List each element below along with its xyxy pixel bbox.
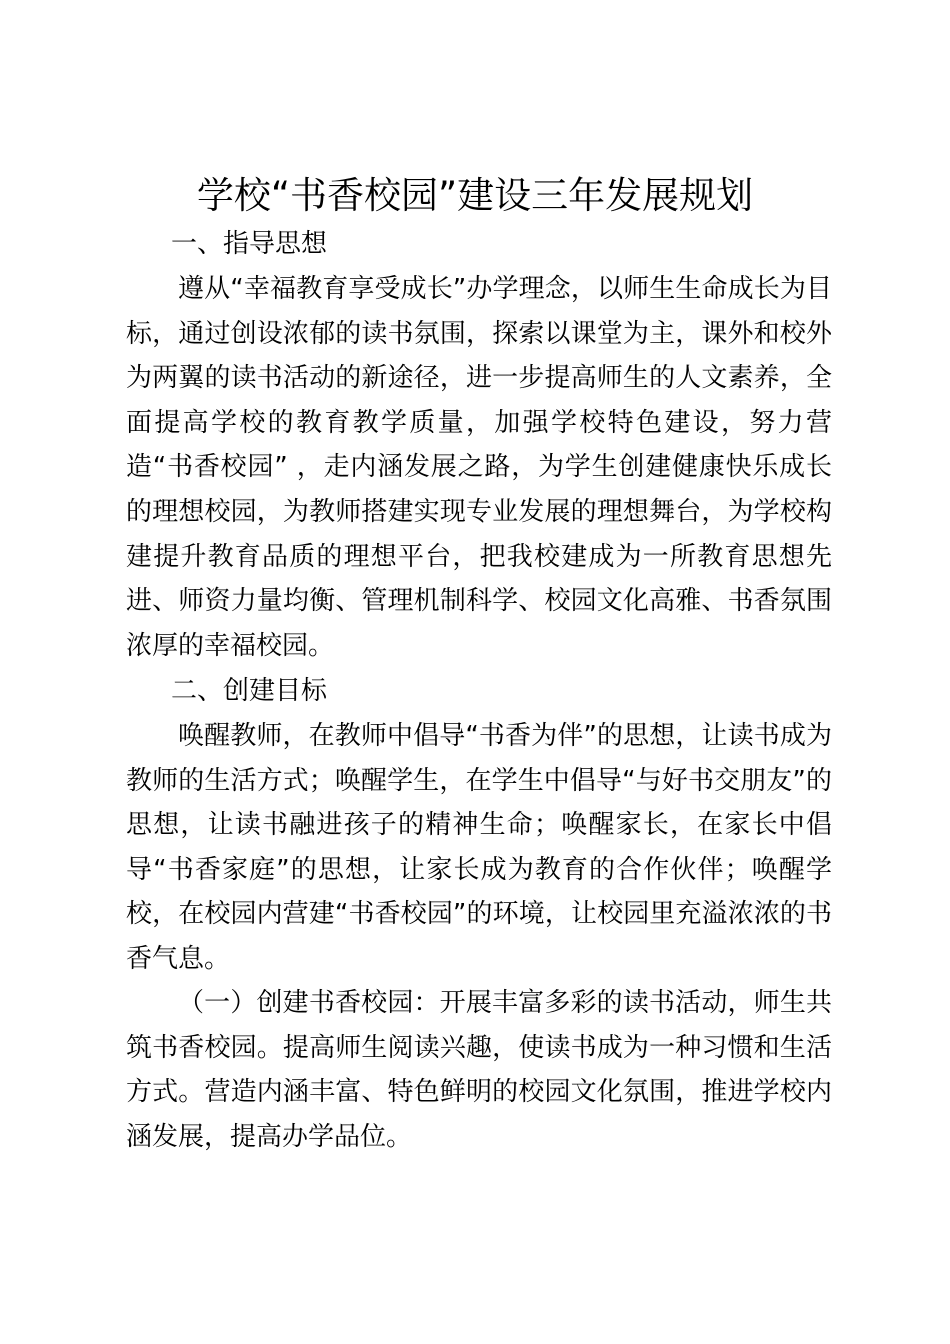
paragraph-guiding-thought: 遵从“幸福教育享受成长”办学理念，以师生生命成长为目标，通过创设浓郁的读书氛围，探索以课堂为主，课外和校外为两翼的读书活动的新途径，进一步提高师生的人文素养，全面提高学校的教育教学质量，加强学校特色建设，努力营造“书香校园” ，走内涵发展之路，为学生创建健康快乐成长的理想校园，为教师搭建实现专业发展的理想舞台，为学校构建提升教育品质的理想平台，把我校建成为一所教育思想先进、师资力量均衡、管理机制科学、校园文化高雅、书香氛围浓厚的幸福校园。 xyxy=(126,274,832,661)
section-heading-guiding-thought: 一、指导思想 xyxy=(171,229,328,259)
section-heading-goals: 二、创建目标 xyxy=(171,676,328,706)
document-title: 学校“书香校园”建设三年发展规划 xyxy=(196,174,754,217)
paragraph-goals: 唤醒教师，在教师中倡导“书香为伴”的思想，让读书成为教师的生活方式；唤醒学生，在学生中倡导“与好书交朋友”的思想，让读书融进孩子的精神生命；唤醒家长，在家长中倡导“书香家庭”的思想，让家长成为教育的合作伙伴；唤醒学校，在校园内营建“书香校园”的环境，让校园里充溢浓浓的书香气息。 xyxy=(126,721,832,974)
paragraph-goal-item-1: （一）创建书香校园：开展丰富多彩的读书活动，师生共筑书香校园。提高师生阅读兴趣，使读书成为一种习惯和生活方式。营造内涵丰富、特色鲜明的校园文化氛围，推进学校内涵发展，提高办学品位。 xyxy=(126,988,832,1152)
